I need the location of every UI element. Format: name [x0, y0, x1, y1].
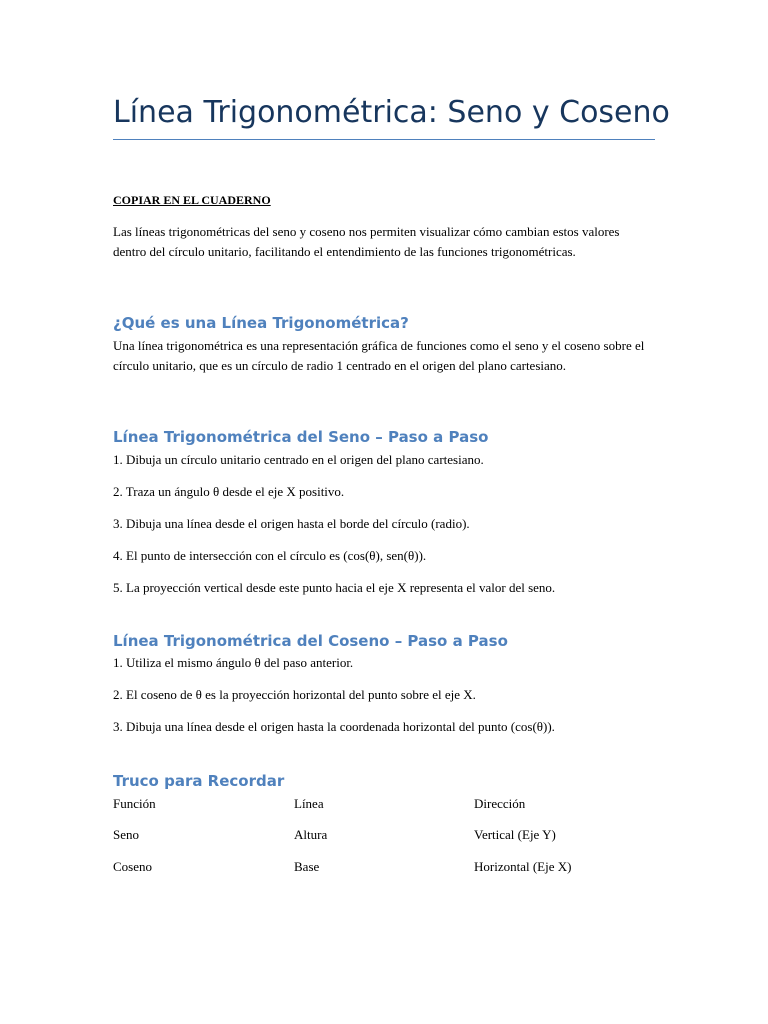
table-header-cell: Dirección — [474, 796, 526, 811]
table-header-cell: Línea — [294, 796, 324, 811]
cosine-step-3: 3. Dibuja una línea desde el origen hasta la coordenada horizontal del punto (cos(θ)). — [113, 719, 555, 734]
table-cell: Coseno — [113, 859, 152, 874]
heading-tip: Truco para Recordar — [113, 772, 285, 790]
sine-step-1: 1. Dibuja un círculo unitario centrado en el origen del plano cartesiano. — [113, 452, 484, 467]
table-header-cell: Función — [113, 796, 156, 811]
table-cell: Vertical (Eje Y) — [474, 827, 556, 842]
heading-cosine-steps: Línea Trigonométrica del Coseno – Paso a Paso — [113, 632, 508, 650]
document-title: Línea Trigonométrica: Seno y Coseno — [113, 95, 670, 130]
title-underline-rule — [113, 139, 655, 140]
sine-step-5: 5. La proyección vertical desde este punto hacia el eje X representa el valor del seno. — [113, 580, 556, 595]
heading-what-is: ¿Qué es una Línea Trigonométrica? — [113, 314, 409, 332]
table-cell: Seno — [113, 827, 139, 842]
sine-step-2: 2. Traza un ángulo θ desde el eje X positivo. — [113, 484, 345, 499]
what-is-paragraph: Una línea trigonométrica es una representación gráfica de funciones como el seno y el coseno sobre el círculo unitario, que es un círculo de radio 1 centrado en el origen del plano cartesiano. — [113, 338, 645, 373]
table-cell: Base — [294, 859, 320, 874]
heading-sine-steps: Línea Trigonométrica del Seno – Paso a Paso — [113, 428, 489, 446]
table-cell: Altura — [294, 827, 328, 842]
intro-paragraph: Las líneas trigonométricas del seno y coseno nos permiten visualizar cómo cambian estos valores dentro del círculo unitario, facilitando el entendimiento de las funciones trigonométricas. — [113, 224, 620, 259]
sine-step-4: 4. El punto de intersección con el círculo es (cos(θ), sen(θ)). — [113, 548, 427, 563]
cosine-step-2: 2. El coseno de θ es la proyección horizontal del punto sobre el eje X. — [113, 687, 476, 702]
copy-note-label: COPIAR EN EL CUADERNO — [113, 193, 271, 207]
cosine-step-1: 1. Utiliza el mismo ángulo θ del paso anterior. — [113, 655, 354, 670]
table-cell: Horizontal (Eje X) — [474, 859, 572, 874]
sine-step-3: 3. Dibuja una línea desde el origen hasta el borde del círculo (radio). — [113, 516, 470, 531]
